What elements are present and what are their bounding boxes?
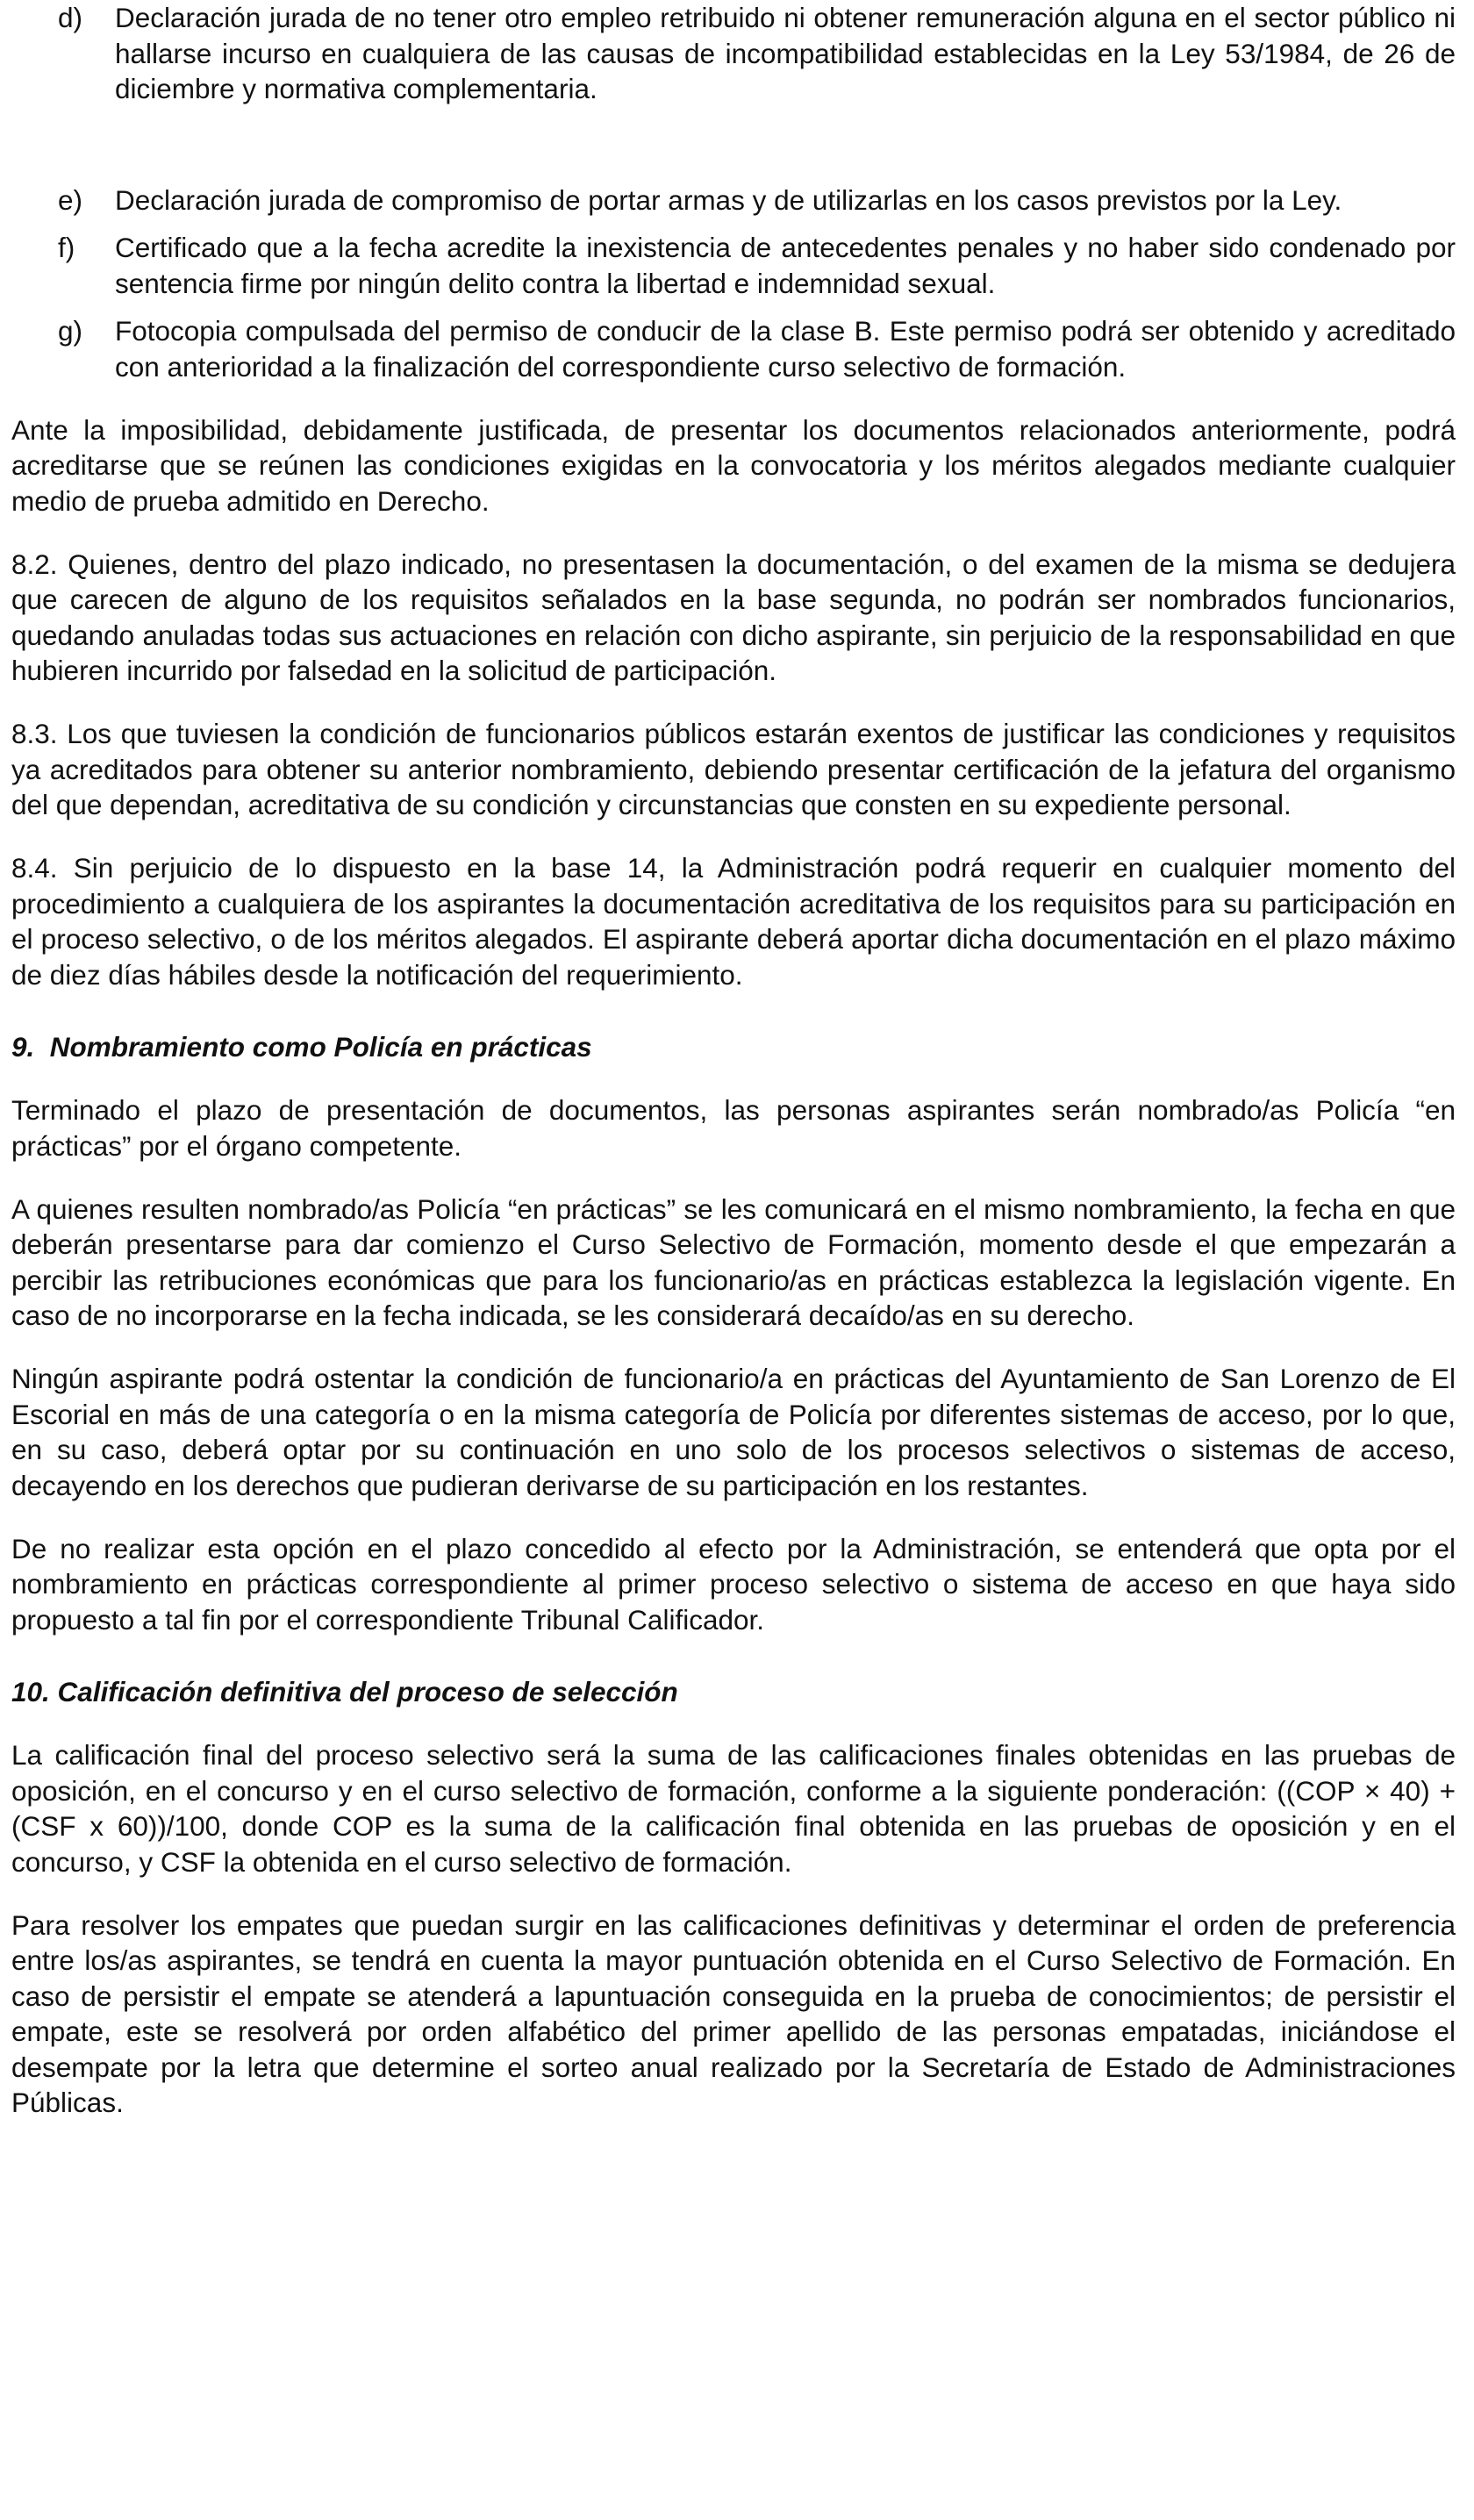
list-item-label: g) <box>58 315 83 347</box>
paragraph-10-1: La calificación final del proceso selectivo será la suma de las calificaciones finales obtenidas en las pruebas de oposición, en el concurso y en el curso selectivo de formación, conforme a la siguiente ponderación: ((COP × 40) + (CSF x 60))/100, donde COP es la suma de la calificación final obtenida en las pruebas de oposición y en el concurso, y CSF la obtenida en el curso selectivo de formación. <box>11 1739 1456 1878</box>
paragraph-9-2: A quienes resulten nombrado/as Policía “en prácticas” se les comunicará en el mismo nombramiento, la fecha en que deberán presentarse para dar comienzo el Curso Selectivo de Formación, momento desde el que empezarán a percibir las retribuciones económicas que para los funcionario/as en prácticas establezca la legislación vigente. En caso de no incorporarse en la fecha indicada, se les considerará decaído/as en su derecho. <box>11 1192 1456 1331</box>
list-item-g <box>11 313 1456 384</box>
paragraph-9-3: Ningún aspirante podrá ostentar la condición de funcionario/a en prácticas del Ayuntamiento de San Lorenzo de El Escorial en más de una categoría o en la misma categoría de Policía por diferentes sistemas de acceso, por lo que, en su caso, deberá optar por su continuación en uno solo de los procesos selectivos o sistemas de acceso, decayendo en los derechos que pudieran derivarse de su participación en los restantes. <box>11 1363 1456 1501</box>
list-item-text: Fotocopia compulsada del permiso de conducir de la clase B. Este permiso podrá ser obtenido y acreditado con anterioridad a la finalización del correspondiente curso selectivo de formación. <box>115 315 1456 383</box>
list-item-text: Declaración jurada de compromiso de portar armas y de utilizarlas en los casos previstos por la Ley. <box>115 183 1342 216</box>
paragraph-8-3: 8.3. Los que tuviesen la condición de funcionarios públicos estarán exentos de justificar las condiciones y requisitos ya acreditados para obtener su anterior nombramiento, debiendo presentar certificación de la jefatura del organismo del que dependan, acreditativa de su condición y circunstancias que consten en su expediente personal. <box>11 718 1456 820</box>
list-item-f <box>11 230 1456 301</box>
list-item-text: Certificado que a la fecha acredite la inexistencia de antecedentes penales y no haber sido condenado por sentencia firme por ningún delito contra la libertad e indemnidad sexual. <box>115 232 1456 299</box>
list-item-e <box>11 183 1456 218</box>
paragraph-9-4: De no realizar esta opción en el plazo concedido al efecto por la Administración, se entenderá que opta por el nombramiento en prácticas correspondiente al primer proceso selectivo o sistema de acceso en que haya sido propuesto a tal fin por el correspondiente Tribunal Calificador. <box>11 1532 1456 1636</box>
section-9-heading: 9. Nombramiento como Policía en prácticas <box>11 1031 592 1063</box>
document-page <box>11 0 1456 2136</box>
paragraph-8-4: 8.4. Sin perjuicio de lo dispuesto en la base 14, la Administración podrá requerir en cualquier momento del procedimiento a cualquiera de los aspirantes la documentación acreditativa de los requisitos para su participación en el proceso selectivo, o de los méritos alegados. El aspirante deberá aportar dicha documentación en el plazo máximo de diez días hábiles desde la notificación del requerimiento. <box>11 852 1456 991</box>
list-item-label: d) <box>58 2 83 33</box>
paragraph-9-1: Terminado el plazo de presentación de documentos, las personas aspirantes serán nombrado/as Policía “en prácticas” por el órgano competente. <box>11 1094 1456 1162</box>
paragraph-8-2: 8.2. Quienes, dentro del plazo indicado, no presentasen la documentación, o del examen de la misma se dedujera que carecen de alguno de los requisitos señalados en la base segunda, no podrán ser nombrados funcionarios, quedando anuladas todas sus actuaciones en relación con dicho aspirante, sin perjuicio de la responsabilidad en que hubieren incurrido por falsedad en la solicitud de participación. <box>11 548 1456 686</box>
list-item-label: e) <box>58 183 83 216</box>
list-item-label: f) <box>58 232 75 263</box>
list-item-d <box>11 0 1456 107</box>
paragraph-10-2: Para resolver los empates que puedan surgir en las calificaciones definitivas y determinar el orden de preferencia entre los/as aspirantes, se tendrá en cuenta la mayor puntuación obtenida en el Curso Selectivo de Formación. En caso de persistir el empate se atenderá a lapuntuación conseguida en la prueba de conocimientos; de persistir el empate, este se resolverá por orden alfabético del primer apellido de las personas empatadas, iniciándose el desempate por la letra que determine el sorteo anual realizado por la Secretaría de Estado de Administraciones Públicas. <box>11 1908 1456 2118</box>
paragraph-alternative-proof: Ante la imposibilidad, debidamente justificada, de presentar los documentos relacionados anteriormente, podrá acreditarse que se reúnen las condiciones exigidas en la convocatoria y los méritos alegados mediante cualquier medio de prueba admitido en Derecho. <box>11 413 1456 517</box>
list-item-text: Declaración jurada de no tener otro empleo retribuido ni obtener remuneración alguna en el sector público ni hallarse incurso en cualquiera de las causas de incompatibilidad establecidas en la Ley 53/1984, de 26 de diciembre y normativa complementaria. <box>115 2 1456 104</box>
section-10-heading: 10. Calificación definitiva del proceso de selección <box>11 1676 678 1707</box>
